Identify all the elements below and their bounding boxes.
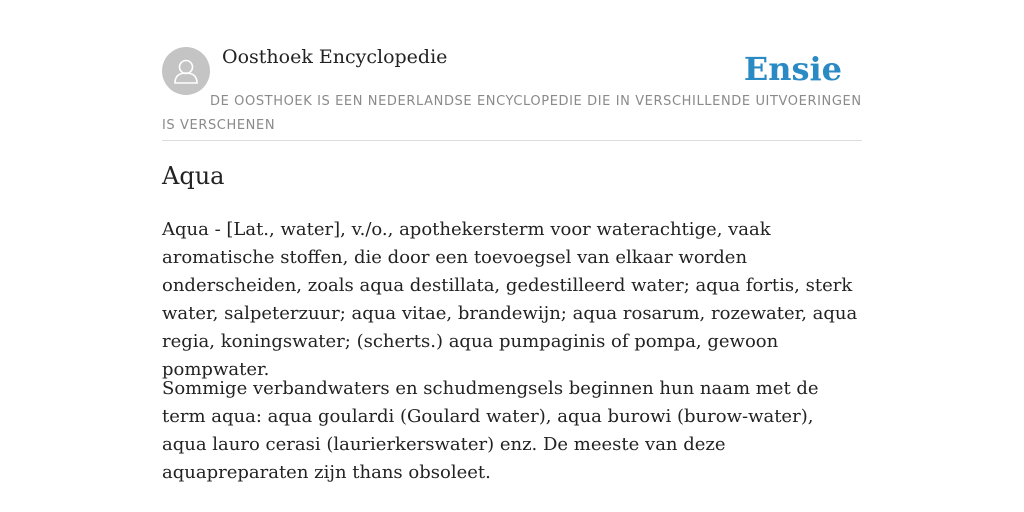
article-paragraph: Sommige verbandwaters en schudmengsels beginnen hun naam met de term aqua: aqua goulardi (Goulard water), aqua burowi (burow-water), aqua lauro cerasi (laurierkerswater) enz. De meeste van deze aquapreparaten zijn thans obsoleet.	[162, 378, 819, 483]
brand-logo[interactable]: Ensie	[743, 50, 842, 88]
article-title: Aqua	[162, 162, 225, 190]
source-description: DE OOSTHOEK IS EEN NEDERLANDSE ENCYCLOPEDIE DIE IN VERSCHILLENDE UITVOERINGEN IS VERSCHENEN	[162, 94, 862, 133]
avatar[interactable]	[162, 47, 210, 95]
page-header	[162, 0, 862, 141]
user-icon	[162, 47, 210, 95]
page	[162, 0, 862, 483]
article-paragraph: Aqua - [Lat., water], v./o., apothekersterm voor waterachtige, vaak aromatische stoffen, die door een toevoegsel van elkaar worden onderscheiden, zoals aqua destillata, gedestilleerd water; aqua fortis, sterk water, salpeterzuur; aqua vitae, brandewijn; aqua rosarum, rozewater, aqua regia, koningswater; (scherts.) aqua pumpaginis of pompa, gewoon pompwater.	[162, 219, 858, 380]
source-name[interactable]: Oosthoek Encyclopedie	[222, 46, 448, 68]
